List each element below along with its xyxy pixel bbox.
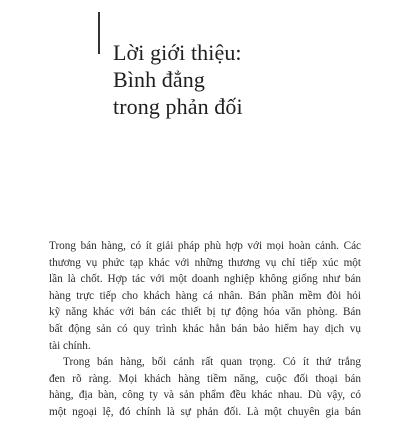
paragraph-2-line: hàng, địa bàn, công ty và sản phẩm đều khác nhau. Dù vậy, có: [49, 389, 361, 402]
paragraph-1-line: tài chính.: [49, 339, 91, 352]
chapter-title-line-1: Lời giới thiệu:: [113, 40, 242, 65]
chapter-title-line-3: trong phản đối: [113, 94, 243, 119]
body-text: [49, 238, 361, 421]
chapter-title-line-2: Bình đẳng: [113, 67, 205, 92]
paragraph-2-line: một ngoại lệ, đó chính là sự phản đối. Là một chuyên gia bán: [49, 405, 361, 418]
paragraph-2-line: Trong bán hàng, bối cảnh rất quan trọng. Có ít thứ trắng: [63, 356, 361, 369]
paragraph-1-line: lần là chốt. Hợp tác với một doanh nghiệp không giống như bán: [49, 273, 361, 286]
paragraph-1-line: kỹ năng khác với bán các thiết bị tự động hóa văn phòng. Bán: [49, 306, 361, 319]
paragraph-1-line: hàng trực tiếp cho khách hàng cá nhân. Bán phần mềm đòi hỏi: [49, 289, 361, 302]
paragraph-2: [49, 354, 361, 420]
paragraph-1-line: bất động sản có quy trình khác hẳn bán bảo hiểm hay dịch vụ: [49, 322, 361, 335]
chapter-title: [113, 39, 243, 120]
title-vertical-rule: [98, 12, 100, 54]
paragraph-2-line: đen rõ ràng. Mọi khách hàng tiềm năng, cuộc đối thoại bán: [49, 372, 361, 385]
paragraph-1: [49, 238, 361, 354]
paragraph-1-line: Trong bán hàng, có ít giải pháp phù hợp với mọi hoàn cảnh. Các: [49, 240, 361, 252]
paragraph-1-line: thương vụ phức tạp khác với những thương vụ chỉ tiếp xúc một: [49, 256, 361, 269]
